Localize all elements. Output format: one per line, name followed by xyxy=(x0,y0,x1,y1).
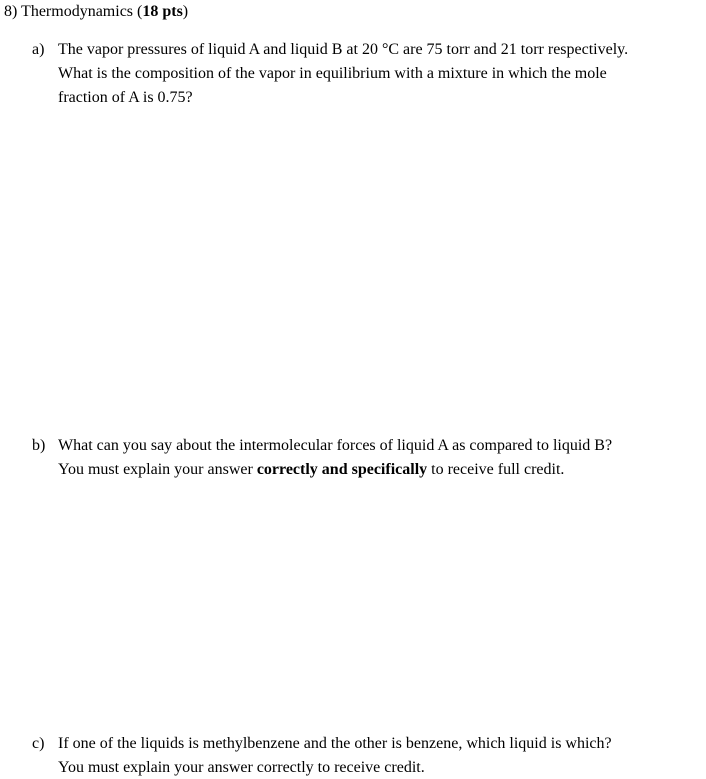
part-b-line-2-pre: You must explain your answer xyxy=(58,461,257,478)
part-a-label: a) xyxy=(32,41,45,58)
part-a-line-2: What is the composition of the vapor in equilibrium with a mixture in which the mole xyxy=(58,65,607,82)
part-a-line-1: The vapor pressures of liquid A and liquid B at 20 °C are 75 torr and 21 torr respectively. xyxy=(58,41,629,58)
part-a-line-3: fraction of A is 0.75? xyxy=(58,89,193,106)
part-b-label: b) xyxy=(32,437,46,454)
part-b-line-1: What can you say about the intermolecular forces of liquid A as compared to liquid B? xyxy=(58,437,613,454)
points-close: ) xyxy=(182,3,189,20)
part-b-emphasis: correctly and specifically xyxy=(256,461,428,478)
question-title: Thermodynamics xyxy=(21,3,134,20)
question-number: 8) xyxy=(4,3,18,20)
part-b-line-2 xyxy=(58,460,564,480)
points-open: ( xyxy=(137,3,143,20)
points-value: 18 pts xyxy=(142,3,183,20)
part-b-line-2-post: to receive full credit. xyxy=(427,461,565,478)
part-c-line-2: You must explain your answer correctly to receive credit. xyxy=(58,759,425,776)
question-heading xyxy=(4,2,188,22)
part-c-label: c) xyxy=(32,735,45,752)
part-c-line-1: If one of the liquids is methylbenzene and the other is benzene, which liquid is which? xyxy=(58,735,612,752)
